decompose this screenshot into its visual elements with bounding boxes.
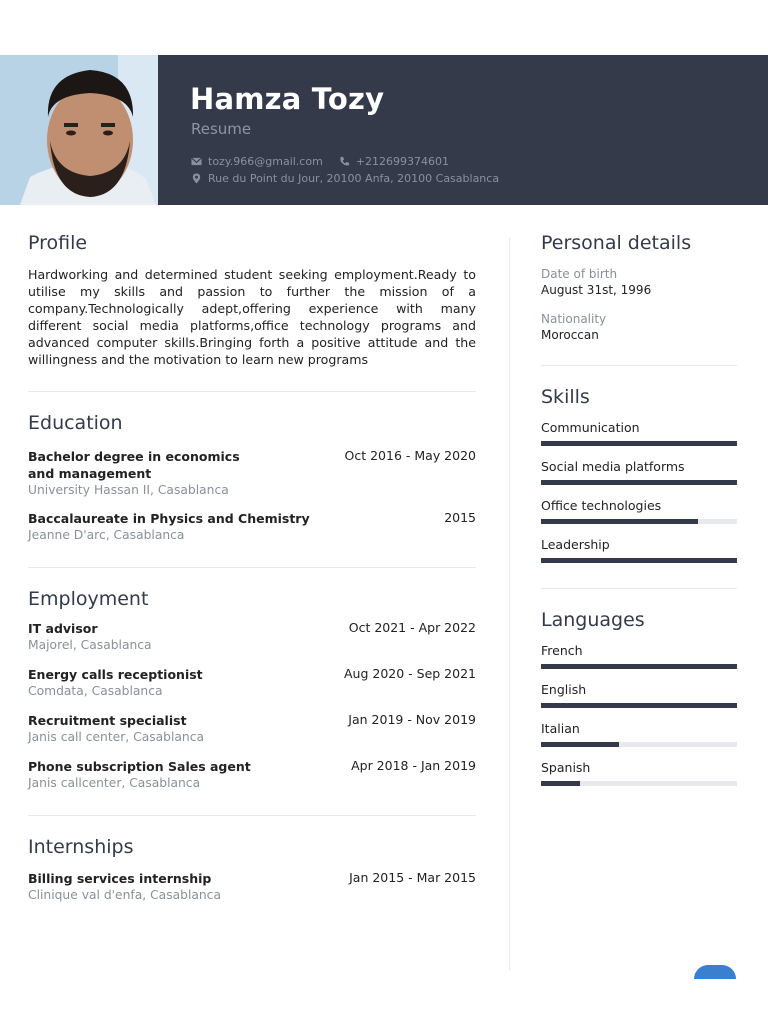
personal-details-heading: Personal details: [541, 232, 692, 254]
section-divider: [541, 588, 737, 589]
employment-entry: [28, 620, 476, 653]
language-item: [541, 721, 737, 747]
section-divider: [28, 815, 476, 816]
employment-date: Jan 2019 - Nov 2019: [348, 712, 476, 727]
language-item: [541, 643, 737, 669]
skills-section: [541, 386, 737, 563]
language-name: Italian: [541, 721, 580, 736]
languages-list: [541, 643, 737, 786]
skill-level-fill: [541, 441, 737, 446]
skill-item: [541, 498, 737, 524]
internship-company: Clinique val d'enfa, Casablanca: [28, 888, 221, 902]
education-date: 2015: [444, 510, 476, 525]
employment-company: Majorel, Casablanca: [28, 638, 152, 652]
dob-value: August 31st, 1996: [541, 283, 652, 297]
skill-name: Social media platforms: [541, 459, 685, 474]
skill-name: Communication: [541, 420, 640, 435]
language-level-fill: [541, 742, 619, 747]
profile-section: [28, 232, 476, 368]
language-level-fill: [541, 703, 737, 708]
skill-name: Office technologies: [541, 498, 662, 513]
education-school: University Hassan II, Casablanca: [28, 483, 229, 497]
education-school: Jeanne D'arc, Casablanca: [28, 528, 185, 542]
language-name: Spanish: [541, 760, 591, 775]
skill-level-fill: [541, 480, 737, 485]
employment-company: Janis callcenter, Casablanca: [28, 776, 201, 790]
skill-level-bar: [541, 519, 737, 524]
section-divider: [28, 567, 476, 568]
main-column: [28, 232, 476, 903]
education-section: [28, 412, 476, 543]
skill-name: Leadership: [541, 537, 610, 552]
contact-email[interactable]: tozy.966@gmail.com: [208, 155, 323, 168]
envelope-icon: [191, 156, 202, 167]
profile-photo-image: [0, 55, 158, 205]
employment-entry: [28, 666, 476, 699]
language-level-fill: [541, 664, 737, 669]
skill-level-bar: [541, 441, 737, 446]
language-name: French: [541, 643, 583, 658]
languages-section: [541, 609, 737, 786]
employment-company: Janis call center, Casablanca: [28, 730, 205, 744]
employment-date: Apr 2018 - Jan 2019: [351, 758, 476, 773]
language-item: [541, 760, 737, 786]
contact-line-address: [191, 172, 499, 185]
skill-item: [541, 459, 737, 485]
employment-role: Energy calls receptionist: [28, 667, 203, 682]
employment-company: Comdata, Casablanca: [28, 684, 163, 698]
language-level-bar: [541, 664, 737, 669]
floating-action-button[interactable]: [694, 965, 736, 979]
skills-heading: Skills: [541, 386, 590, 408]
skill-level-fill: [541, 519, 698, 524]
skill-level-bar: [541, 480, 737, 485]
resume-name: Hamza Tozy: [190, 82, 385, 116]
sidebar-column: [541, 232, 737, 786]
employment-role: Phone subscription Sales agent: [28, 759, 251, 774]
nationality-label: Nationality: [541, 312, 607, 326]
internships-heading: Internships: [28, 836, 134, 858]
resume-header: [0, 55, 768, 205]
profile-photo: [0, 55, 158, 205]
language-level-bar: [541, 703, 737, 708]
contact-phone[interactable]: +212699374601: [355, 155, 449, 168]
resume-subtitle: Resume: [191, 120, 252, 138]
language-level-bar: [541, 742, 737, 747]
employment-date: Oct 2021 - Apr 2022: [348, 620, 476, 635]
language-item: [541, 682, 737, 708]
employment-section: [28, 588, 476, 791]
contact-address: Rue du Point du Jour, 20100 Anfa, 20100 Casablanca: [208, 172, 500, 185]
skill-item: [541, 420, 737, 446]
employment-role: Recruitment specialist: [28, 713, 187, 728]
employment-entry: [28, 712, 476, 745]
column-divider: [509, 238, 510, 970]
education-degree: Bachelor degree in economics and management: [28, 449, 240, 481]
internship-entry: [28, 870, 476, 903]
contact-line-email-phone: [191, 155, 449, 168]
education-heading: Education: [28, 412, 123, 434]
internships-section: [28, 836, 476, 903]
education-degree: Baccalaureate in Physics and Chemistry: [28, 511, 310, 526]
skills-list: [541, 420, 737, 563]
dob-label: Date of birth: [541, 267, 618, 281]
location-pin-icon: [191, 173, 202, 184]
phone-icon: [339, 156, 350, 167]
language-name: English: [541, 682, 587, 697]
skill-level-fill: [541, 558, 737, 563]
skill-item: [541, 537, 737, 563]
education-entry: [28, 448, 476, 498]
nationality-value: Moroccan: [541, 328, 599, 342]
education-date: Oct 2016 - May 2020: [344, 448, 476, 463]
profile-text: Hardworking and determined student seeking employment.Ready to utilise my skills and passion to further the mission of a company.Technologically adept,offering experience with many different social media platforms,office technology programs and advanced computer skills.Bringing forth a positive attitude and the willingness and the motivation to learn new programs: [28, 267, 476, 367]
employment-entry: [28, 758, 476, 791]
internship-date: Jan 2015 - Mar 2015: [349, 870, 476, 885]
education-entry: [28, 510, 476, 543]
profile-heading: Profile: [28, 232, 88, 254]
language-level-bar: [541, 781, 737, 786]
skill-level-bar: [541, 558, 737, 563]
employment-date: Aug 2020 - Sep 2021: [344, 666, 476, 681]
section-divider: [28, 391, 476, 392]
personal-details-section: [541, 232, 737, 342]
section-divider: [541, 365, 737, 366]
languages-heading: Languages: [541, 609, 645, 631]
employment-role: IT advisor: [28, 621, 98, 636]
language-level-fill: [541, 781, 580, 786]
internship-role: Billing services internship: [28, 871, 212, 886]
employment-heading: Employment: [28, 588, 149, 610]
